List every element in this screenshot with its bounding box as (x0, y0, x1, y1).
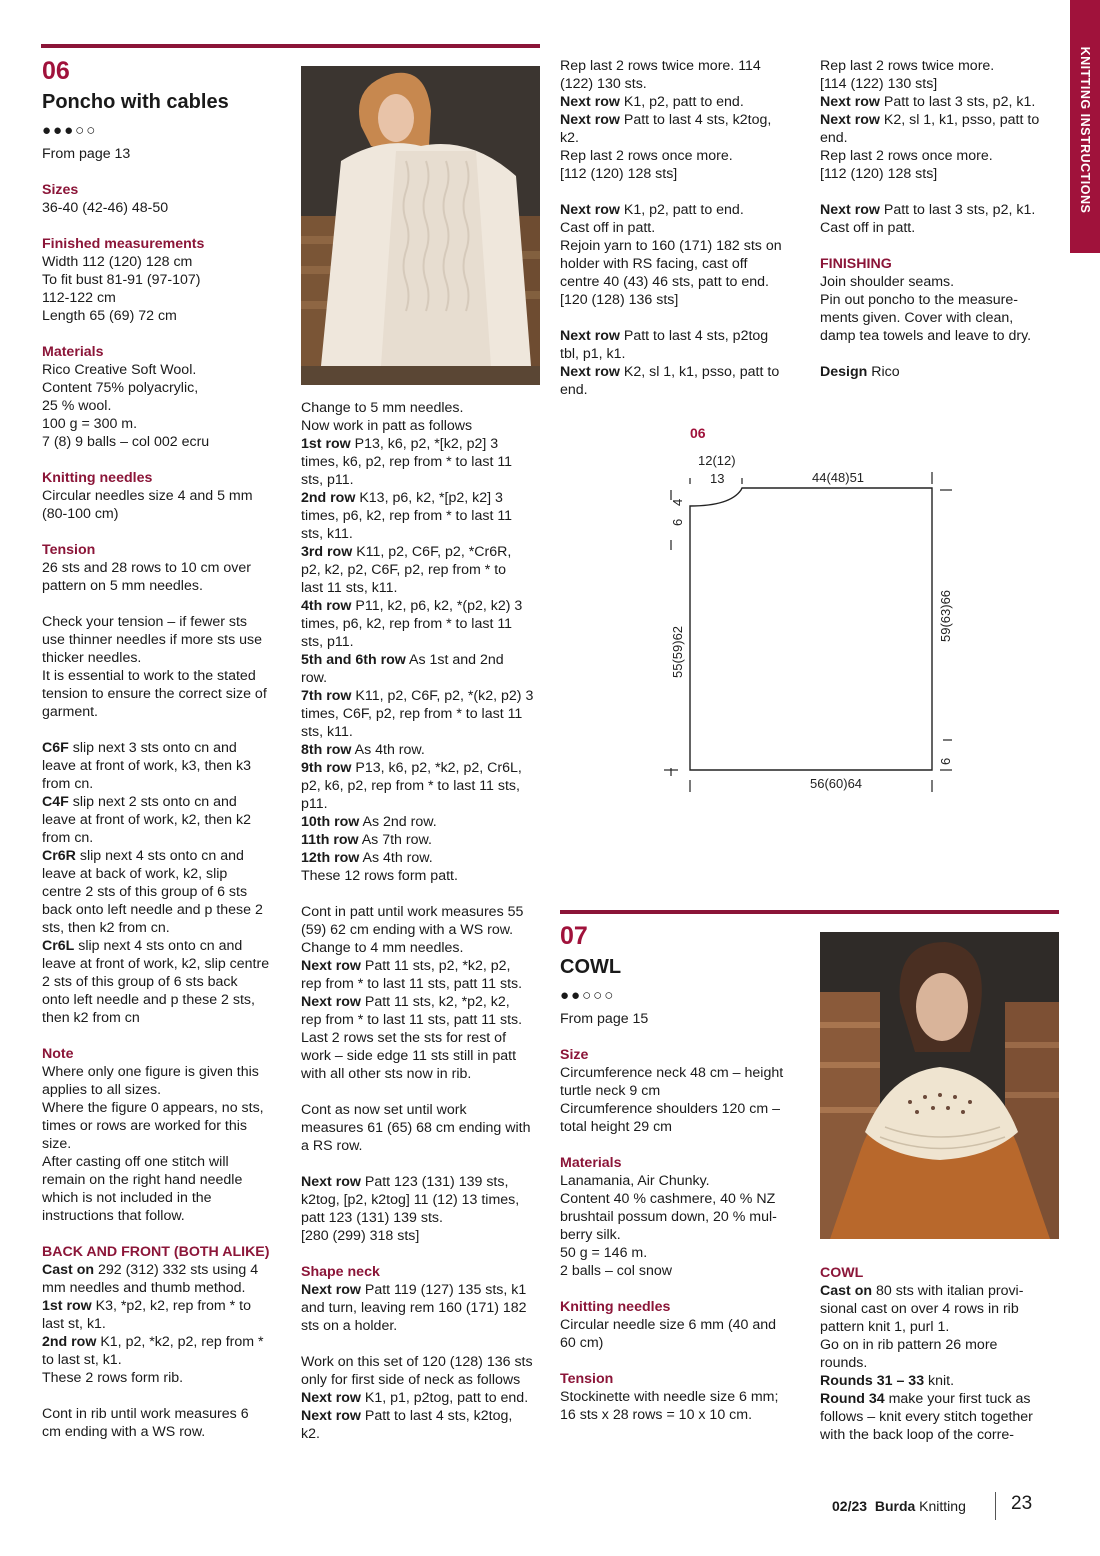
row-instruction (301, 993, 546, 1029)
finishing-heading: FINISHING (820, 256, 892, 272)
row-term: 12th row (301, 850, 360, 866)
abbr-term: Cr6L (42, 938, 75, 954)
row-term: 9th row (301, 760, 352, 776)
footer-brand: Burda (874, 1498, 916, 1514)
footer-issue: 02/23 (832, 1498, 868, 1514)
row-text: K3, *p2, k2, rep from * to last st, k1. (42, 1298, 251, 1332)
needle-change: Change to 5 mm needles. Now work in patt as follows (301, 400, 473, 434)
measurements-heading: Finished measurements (42, 236, 205, 252)
abbr-text: slip next 2 sts onto cn and leave at front of work, k2, then k2 from cn. (42, 794, 251, 846)
row-term: 5th and 6th row (301, 652, 406, 668)
row-text: K1, p2, patt to end. (619, 94, 744, 110)
design-label: Design (820, 364, 868, 380)
row-term: Cast on (820, 1283, 873, 1299)
row-instruction (301, 831, 546, 849)
row-text: As 7th row. (358, 832, 432, 848)
row-text: make your first tuck as follows – knit every stitch together with the back loop of the corre- (820, 1391, 1033, 1443)
row-term: 7th row (301, 688, 352, 704)
row-text: Patt 119 (127) 135 sts, k1 and turn, leaving rem 160 (171) 182 sts on a holder. (301, 1282, 527, 1334)
rep-once: Rep last 2 rows once more. [112 (120) 128 sts] (560, 148, 733, 182)
row-text: As 2nd row. (359, 814, 437, 830)
tension-text: 26 sts and 28 rows to 10 cm over pattern on 5 mm needles. (42, 560, 251, 594)
size-heading: Size (560, 1047, 589, 1063)
rep-twice: Rep last 2 rows twice more. [114 (122) 130 sts] (820, 58, 995, 92)
schematic-diagram (560, 420, 1060, 800)
side-tab (1070, 0, 1100, 253)
row-instruction (560, 111, 805, 147)
row-text: Patt to last 3 sts, p2, k1. (879, 94, 1036, 110)
size-text: Circumference neck 48 cm – height turtle neck 9 cm Circumference shoulders 120 cm – total height 29 cm (560, 1065, 784, 1135)
row-text: Patt to last 3 sts, p2, k1. (879, 202, 1036, 218)
row-text: As 4th row. (351, 742, 425, 758)
diagram-label-left-height: 55(59)62 (670, 625, 685, 678)
row-text: K1, p2, patt to end. (619, 202, 744, 218)
pattern-number: 07 (560, 922, 588, 950)
poncho-photo (301, 66, 540, 385)
row-text: 80 sts with italian provi- sional cast on over 4 rows in rib pattern knit 1, purl 1. Go on in rib pattern 26 more rounds. (820, 1283, 1024, 1371)
row-instruction (560, 93, 805, 111)
row-term: Next row (560, 364, 620, 380)
row-instruction (301, 1173, 546, 1245)
row-term: Round 34 (820, 1391, 885, 1407)
diagram-label-top-width: 44(48)51 (812, 470, 865, 485)
row-term: Next row (560, 202, 620, 218)
needles-text: Circular needle size 6 mm (40 and 60 cm) (560, 1317, 777, 1351)
cowl-heading: COWL (820, 1265, 864, 1281)
difficulty-rating: ●●●○○ (42, 122, 98, 139)
column-1 (42, 57, 287, 1441)
abbr-text: slip next 4 sts onto cn and leave at front of work, k2, slip centre 2 sts of this group of 6 sts back onto left needle and p these 2 sts, then k2 from cn (42, 938, 270, 1026)
row-term: Next row (301, 1390, 361, 1406)
row-term: 1st row (42, 1298, 92, 1314)
row-instruction (301, 741, 546, 759)
tension-heading: Tension (560, 1371, 614, 1387)
needles-heading: Knitting needles (42, 470, 153, 486)
row-instruction (820, 111, 1060, 147)
row-term: 11th row (301, 832, 359, 848)
row-text: 292 (312) 332 sts using 4 mm needles and thumb method. (42, 1262, 259, 1296)
row-term: Next row (301, 958, 361, 974)
column-4 (820, 57, 1060, 381)
needles-text: Circular needles size 4 and 5 mm (80-100 cm) (42, 488, 253, 522)
row-instruction (820, 1390, 1060, 1444)
row-text: Patt 11 sts, p2, *k2, p2, rep from * to last 11 sts, patt 11 sts. (301, 958, 523, 992)
row-term: 2nd row (301, 490, 356, 506)
row-term: Rounds 31 – 33 (820, 1373, 925, 1389)
diagram-label-left-top-2: 4 (670, 498, 685, 506)
row-instruction (301, 687, 546, 741)
diagram-label-right-bottom: 6 (938, 757, 953, 765)
row-text: Patt to last 4 sts, p2tog tbl, p1, k1. (560, 328, 769, 362)
abbr-c6f (42, 739, 287, 793)
row-term: Next row (820, 112, 880, 128)
row-term: Next row (301, 994, 361, 1010)
row-term: Next row (301, 1408, 361, 1424)
row-instruction (820, 93, 1060, 111)
tension-text: Stockinette with needle size 6 mm; 16 sts x 28 rows = 10 x 10 cm. (560, 1389, 779, 1423)
materials-heading: Materials (560, 1155, 622, 1171)
abbr-term: C6F (42, 740, 69, 756)
row-instruction (301, 543, 546, 597)
cast-off-rejoin: Cast off in patt. Rejoin yarn to 160 (171) 182 sts on holder with RS facing, cast off centre 40 (43) 46 sts, patt to end. [120 (128) 136 sts] (560, 220, 782, 308)
row-term: Next row (301, 1174, 361, 1190)
design-credit (820, 363, 1060, 381)
row-term: Next row (560, 94, 620, 110)
row-text: K2, sl 1, k1, psso, patt to end. (820, 112, 1040, 146)
row-text: K1, p2, *k2, p2, rep from * to last st, k1. (42, 1334, 264, 1368)
row-instruction (560, 201, 805, 219)
row-text: Patt 123 (131) 139 sts, k2tog, [p2, k2tog] 11 (12) 13 times, patt 123 (131) 139 sts. [280 (299) 318 sts] (301, 1174, 520, 1244)
pattern-number: 06 (42, 57, 70, 85)
row-instruction (42, 1297, 287, 1333)
materials-text: Rico Creative Soft Wool. Content 75% polyacrylic, 25 % wool. 100 g = 300 m. 7 (8) 9 balls – col 002 ecru (42, 362, 210, 450)
rep-twice: Rep last 2 rows twice more. 114 (122) 130 sts. (560, 58, 761, 92)
row-text: K2, sl 1, k1, psso, patt to end. (560, 364, 780, 398)
sizes-heading: Sizes (42, 182, 79, 198)
side-tab-label: KNITTING INSTRUCTIONS (1078, 46, 1092, 214)
footer (832, 1498, 966, 1514)
diagram-number: 06 (690, 425, 706, 441)
note-heading: Note (42, 1046, 74, 1062)
row-text: Patt to last 4 sts, k2tog, k2. (560, 112, 772, 146)
note-text: Where only one figure is given this applies to all sizes. Where the figure 0 appears, no sts, times or rows are worked for this size. After casting off one stitch will remain on the right hand needle which is not included in the instructions that follow. (42, 1064, 264, 1224)
section-rule-07 (560, 910, 1059, 914)
row-text: As 1st and 2nd row. (301, 652, 504, 686)
cast-off: Cast off in patt. (820, 220, 916, 236)
cont-patt: Cont in patt until work measures 55 (59) 62 cm ending with a WS row. Change to 4 mm needles. (301, 904, 524, 956)
cowl-photo (820, 932, 1059, 1239)
row-text: K13, p6, k2, *[p2, k2] 3 times, p6, k2, rep from * to last 11 sts, k11. (301, 490, 513, 542)
row-term: 8th row (301, 742, 352, 758)
row-instruction (560, 363, 805, 399)
cowl-illustration (820, 932, 1059, 1239)
abbr-c4f (42, 793, 287, 847)
row-instruction (301, 489, 546, 543)
rib-continue: Cont in rib until work measures 6 cm ending with a WS row. (42, 1406, 249, 1440)
difficulty-rating: ●●○○○ (560, 987, 616, 1004)
design-value: Rico (867, 364, 900, 380)
row-instruction (301, 1281, 546, 1335)
sizes-text: 36-40 (42-46) 48-50 (42, 200, 169, 216)
row-instruction (301, 849, 546, 867)
pattern-title: COWL (560, 956, 622, 978)
row-term: Next row (820, 202, 880, 218)
footer-separator (995, 1492, 996, 1520)
row-term: 4th row (301, 598, 352, 614)
materials-text: Lanamania, Air Chunky. Content 40 % cashmere, 40 % NZ brushtail possum down, 20 % mul- berry silk. 50 g = 146 m. 2 balls – col snow (560, 1173, 777, 1279)
row-term: Next row (560, 328, 620, 344)
page-number: 23 (1011, 1493, 1033, 1514)
last-rows-note: Last 2 rows set the sts for rest of work – side edge 11 sts still in patt with all other sts now in rib. (301, 1030, 517, 1082)
row-term: 3rd row (301, 544, 353, 560)
diagram-label-bottom-width: 56(60)64 (810, 776, 863, 791)
row-instruction (301, 597, 546, 651)
row-instruction (301, 759, 546, 813)
row-instruction (301, 1407, 546, 1443)
row-instruction (301, 957, 546, 993)
section-rule-06 (41, 44, 540, 48)
column-2 (301, 399, 546, 1443)
row-term: 2nd row (42, 1334, 97, 1350)
rep-once: Rep last 2 rows once more. [112 (120) 128 sts] (820, 148, 993, 182)
row-term: Next row (301, 1282, 361, 1298)
cont-set: Cont as now set until work measures 61 (65) 68 cm ending with a RS row. (301, 1102, 531, 1154)
from-page: From page 15 (560, 1011, 649, 1027)
row-instruction (301, 435, 546, 489)
row-instruction (560, 327, 805, 363)
measurements-text: Width 112 (120) 128 cm To fit bust 81-91 (97-107) 112-122 cm Length 65 (69) 72 cm (42, 254, 201, 324)
row-instruction (301, 651, 546, 687)
row-text: P11, k2, p6, k2, *(p2, k2) 3 times, p6, k2, rep from * to last 11 sts, p11. (301, 598, 523, 650)
diagram-label-right-height: 59(63)66 (938, 589, 953, 642)
row-term: Next row (820, 94, 880, 110)
row-instruction (301, 813, 546, 831)
row-text: Patt 11 sts, k2, *p2, k2, rep from * to last 11 sts, patt 11 sts. (301, 994, 523, 1028)
abbr-cr6r (42, 847, 287, 937)
abbr-text: slip next 3 sts onto cn and leave at front of work, k3, then k3 from cn. (42, 740, 251, 792)
diagram-label-neck-width: 12(12) (698, 453, 736, 468)
abbr-term: Cr6R (42, 848, 76, 864)
column-3 (560, 57, 805, 399)
row-text: K11, p2, C6F, p2, *Cr6R, p2, k2, p2, C6F, p2, rep from * to last 11 sts, k11. (301, 544, 512, 596)
row-instruction (820, 1282, 1060, 1372)
pattern-07-column (560, 922, 805, 1424)
row-term: Cast on (42, 1262, 95, 1278)
row-instruction (301, 1389, 546, 1407)
tension-heading: Tension (42, 542, 96, 558)
garment-outline (690, 488, 932, 770)
diagram-label-neck-width-2: 13 (710, 471, 725, 486)
row-instruction (820, 201, 1060, 219)
abbr-term: C4F (42, 794, 69, 810)
row-text: knit. (924, 1373, 955, 1389)
from-page: From page 13 (42, 146, 131, 162)
row-instruction (42, 1261, 287, 1297)
diagram-label-left-top: 6 (670, 518, 685, 526)
needles-heading: Knitting needles (560, 1299, 671, 1315)
work-on: Work on this set of 120 (128) 136 sts only for first side of neck as follows (301, 1354, 533, 1388)
tension-note: Check your tension – if fewer sts use thinner needles if more sts use thicker needles. It is essential to work to the stated tension to ensure the correct size of garment. (42, 614, 267, 720)
row-term: 1st row (301, 436, 351, 452)
pattern-title: Poncho with cables (42, 91, 229, 113)
row-text: P13, k6, p2, *k2, p2, Cr6L, p2, k6, p2, rep from * to last 11 sts, p11. (301, 760, 522, 812)
shape-neck-heading: Shape neck (301, 1264, 380, 1280)
row-text: Patt to last 4 sts, k2tog, k2. (301, 1408, 513, 1442)
back-front-heading: BACK AND FRONT (BOTH ALIKE) (42, 1244, 270, 1260)
cowl-instructions (820, 1264, 1060, 1444)
abbr-text: slip next 4 sts onto cn and leave at back of work, k2, slip centre 2 sts of this group of 6 sts back onto left needle and p these 2 sts, then k2 from cn. (42, 848, 263, 936)
row-term: Next row (560, 112, 620, 128)
footer-magazine: Knitting (919, 1498, 966, 1514)
row-term: 10th row (301, 814, 360, 830)
row-instruction (820, 1372, 1060, 1390)
materials-heading: Materials (42, 344, 104, 360)
patt-note: These 12 rows form patt. (301, 868, 458, 884)
abbr-cr6l (42, 937, 287, 1027)
finishing-text: Join shoulder seams. Pin out poncho to the measure- ments given. Cover with clean, damp tea towels and leave to dry. (820, 274, 1032, 344)
poncho-illustration (301, 66, 540, 385)
dimension-ticks (664, 472, 952, 792)
row-text: K11, p2, C6F, p2, *(k2, p2) 3 times, C6F, p2, rep from * to last 11 sts, k11. (301, 688, 534, 740)
row-text: K1, p1, p2tog, patt to end. (360, 1390, 529, 1406)
row-text: As 4th row. (359, 850, 433, 866)
rib-note: These 2 rows form rib. (42, 1370, 184, 1386)
row-text: P13, k6, p2, *[k2, p2] 3 times, k6, p2, rep from * to last 11 sts, p11. (301, 436, 513, 488)
row-instruction (42, 1333, 287, 1369)
